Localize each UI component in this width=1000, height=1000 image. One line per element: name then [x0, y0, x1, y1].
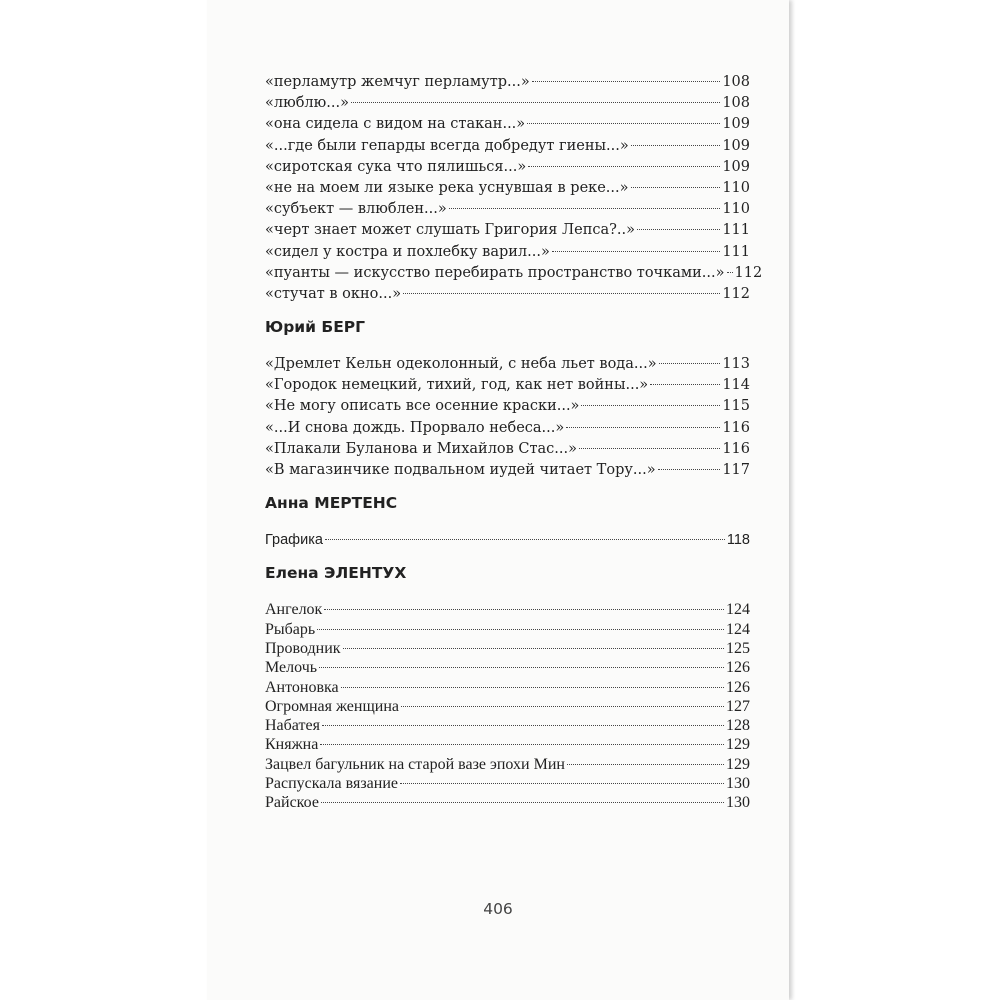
dot-leader — [401, 706, 724, 707]
page-number: 406 — [483, 900, 513, 918]
toc-section — [265, 72, 763, 305]
dot-leader — [532, 81, 721, 82]
dot-leader — [552, 251, 720, 252]
toc-entry-page: 109 — [722, 116, 750, 133]
toc-entry-page: 112 — [722, 285, 750, 302]
toc-entry-page: 128 — [726, 717, 750, 735]
dot-leader — [317, 629, 724, 630]
toc-entry-page: 116 — [722, 419, 750, 436]
toc-entry-title: Проводник — [265, 639, 341, 657]
toc-entry-title: Мелочь — [265, 659, 318, 677]
dot-leader — [658, 469, 721, 470]
toc-entry — [265, 735, 750, 754]
dot-leader — [449, 208, 721, 209]
dot-leader — [400, 783, 724, 784]
toc-entry — [265, 199, 750, 220]
toc-entry-title: Зацвел багульник на старой вазе эпохи Мин — [265, 755, 565, 773]
author-heading: Юрий БЕРГ — [265, 318, 366, 337]
dot-leader — [631, 145, 721, 146]
toc-entry-title: «Городок немецкий, тихий, год, как нет войны...» — [265, 377, 649, 394]
table-of-contents — [265, 72, 763, 813]
toc-entry-title: Ангелок — [265, 601, 323, 619]
toc-entry-page: 130 — [726, 794, 750, 812]
toc-entry-title: Княжна — [265, 736, 319, 754]
toc-entry-title: «...И снова дождь. Прорвало небеса...» — [265, 419, 565, 436]
toc-entry-page: 109 — [722, 158, 750, 175]
toc-entry-title: «субъект — влюблен...» — [265, 201, 447, 218]
toc-entry-title: Райское — [265, 794, 319, 812]
toc-section — [265, 493, 750, 551]
toc-entry-page: 129 — [726, 736, 750, 754]
toc-entry-title: Огромная женщина — [265, 697, 400, 715]
dot-leader — [567, 764, 724, 765]
dot-leader — [631, 187, 721, 188]
toc-entry — [265, 375, 750, 396]
dot-leader — [321, 802, 724, 803]
dot-leader — [320, 744, 724, 745]
toc-entry-page: 118 — [726, 532, 750, 549]
author-heading: Елена ЭЛЕНТУХ — [265, 564, 407, 583]
toc-section — [265, 563, 750, 812]
dot-leader — [579, 448, 720, 449]
toc-entry-page: 111 — [722, 243, 750, 260]
toc-entry — [265, 418, 750, 439]
toc-entry — [265, 136, 750, 157]
toc-entry-page: 114 — [722, 377, 750, 394]
toc-entry — [265, 639, 750, 658]
toc-entry-title: Рыбарь — [265, 620, 316, 638]
toc-entry-page: 116 — [722, 440, 750, 457]
toc-section — [265, 317, 750, 481]
dot-leader — [343, 648, 724, 649]
dot-leader — [325, 539, 725, 540]
toc-entry-title: «пуанты — искусство перебирать пространство точками...» — [265, 264, 725, 281]
toc-entry — [265, 439, 750, 460]
toc-entry-page: 129 — [726, 755, 750, 773]
dot-leader — [324, 609, 724, 610]
toc-entry-page: 124 — [726, 620, 750, 638]
toc-entry-page: 126 — [726, 678, 750, 696]
toc-entry-page: 115 — [722, 398, 750, 415]
toc-entry — [265, 774, 750, 793]
toc-entry-page: 111 — [722, 222, 750, 239]
toc-entry-title: Набатея — [265, 717, 320, 735]
toc-entry-page: 117 — [722, 462, 750, 478]
toc-entry — [265, 793, 750, 812]
dot-leader — [319, 667, 724, 668]
dot-leader — [527, 123, 720, 124]
toc-entry — [265, 658, 750, 677]
toc-entry-page: 108 — [722, 74, 750, 90]
toc-entry-page: 110 — [722, 179, 750, 196]
dot-leader — [351, 102, 720, 103]
toc-entry-page: 130 — [726, 775, 750, 793]
toc-entry — [265, 755, 750, 774]
toc-entry — [265, 178, 750, 199]
toc-entry-page: 109 — [722, 137, 750, 154]
toc-entry — [265, 220, 750, 241]
toc-entry — [265, 72, 750, 93]
toc-entry-title: «перламутр жемчуг перламутр...» — [265, 74, 530, 90]
dot-leader — [528, 166, 720, 167]
toc-entry — [265, 114, 750, 135]
toc-entry-page: 113 — [722, 356, 750, 373]
toc-entry-title: «стучат в окно...» — [265, 285, 402, 302]
toc-entry-page: 108 — [722, 95, 750, 112]
dot-leader — [341, 687, 724, 688]
toc-entry-page: 126 — [726, 659, 750, 677]
book-page — [207, 0, 789, 1000]
dot-leader — [403, 293, 720, 294]
toc-entry — [265, 354, 750, 375]
dot-leader — [322, 725, 724, 726]
toc-entry — [265, 396, 750, 417]
toc-entry-title: «Не могу описать все осенние краски...» — [265, 398, 580, 415]
toc-entry-title: «В магазинчике подвальном иудей читает Тору...» — [265, 462, 656, 478]
toc-entry — [265, 157, 750, 178]
toc-entry-page: 112 — [734, 264, 763, 281]
toc-entry — [265, 697, 750, 716]
toc-entry-title: «Плакали Буланова и Михайлов Стас...» — [265, 440, 577, 457]
toc-entry — [265, 530, 750, 551]
dot-leader — [727, 272, 733, 273]
toc-entry-title: «сидел у костра и похлебку варил...» — [265, 243, 550, 260]
author-heading: Анна МЕРТЕНС — [265, 494, 398, 513]
toc-entry — [265, 263, 763, 284]
toc-entry — [265, 678, 750, 697]
toc-entry-title: «Дремлет Кельн одеколонный, с неба льет вода...» — [265, 356, 657, 373]
toc-entry — [265, 93, 750, 114]
dot-leader — [659, 363, 721, 364]
toc-entry — [265, 242, 750, 263]
toc-entry-title: «черт знает может слушать Григория Лепса?..» — [265, 222, 636, 239]
dot-leader — [650, 384, 720, 385]
toc-entry — [265, 284, 750, 305]
toc-entry-title: «люблю...» — [265, 95, 349, 112]
toc-entry-page: 125 — [726, 639, 750, 657]
toc-entry-title: Графика — [265, 532, 323, 549]
toc-entry-title: Распускала вязание — [265, 775, 398, 793]
toc-entry-title: «она сидела с видом на стакан...» — [265, 116, 526, 133]
dot-leader — [637, 229, 720, 230]
dot-leader — [566, 427, 720, 428]
toc-entry-title: «...где были гепарды всегда добредут гиены...» — [265, 137, 629, 154]
toc-entry — [265, 620, 750, 639]
toc-entry — [265, 600, 750, 619]
toc-entry — [265, 460, 750, 481]
toc-entry-page: 110 — [722, 201, 750, 218]
toc-entry-page: 127 — [726, 697, 750, 715]
toc-entry — [265, 716, 750, 735]
toc-entry-title: «сиротская сука что пялишься...» — [265, 158, 527, 175]
toc-entry-page: 124 — [726, 601, 750, 619]
toc-entry-title: «не на моем ли языке река уснувшая в реке...» — [265, 179, 629, 196]
toc-entry-title: Антоновка — [265, 678, 339, 696]
dot-leader — [581, 405, 720, 406]
